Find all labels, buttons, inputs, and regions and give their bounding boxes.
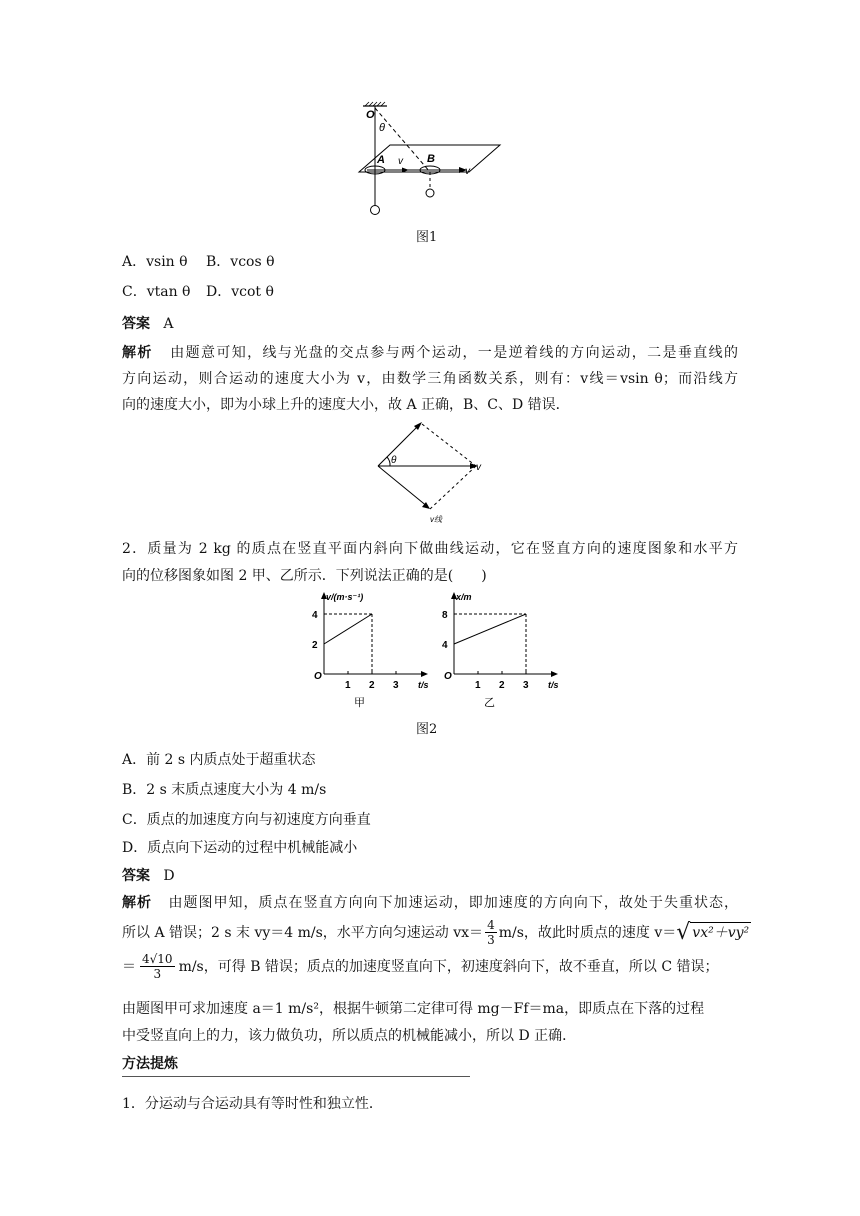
method-title: 方法提炼 — [122, 1056, 178, 1072]
chart-yi — [436, 588, 564, 710]
figure-1-caption: 图1 — [416, 230, 438, 245]
q1-analysis-line1: 解析 由题意可知，线与光盘的交点参与两个运动，一是逆着线的方向运动，二是垂直线的 — [122, 345, 738, 361]
method-divider — [122, 1076, 470, 1077]
chart-jia-ylabel: v/(m·s⁻¹) — [326, 592, 364, 602]
chart-yi-xtick-label: 1 — [475, 680, 481, 691]
figure-1-diagram — [355, 100, 505, 220]
fig1-label-O: O — [366, 109, 375, 121]
chart-yi-title: 乙 — [484, 697, 495, 709]
q1-answer — [122, 314, 173, 334]
chart-yi-xtick-label: 3 — [523, 680, 529, 691]
chart-jia-ytick-label: 2 — [312, 640, 318, 651]
chart-jia-xlabel: t/s — [418, 680, 429, 690]
chart-yi-ytick-label: 4 — [442, 640, 448, 651]
sqrt-expression: √ vx²＋vy² — [676, 919, 750, 945]
q1-answer-label: 答案 — [122, 316, 150, 332]
chart-jia-xtick-label: 3 — [393, 680, 399, 691]
chart-jia-x-arrow — [421, 671, 428, 677]
q2-analysis-line1: 解析 由题图甲知，质点在竖直方向向下加速运动，即加速度的方向向下，故处于失重状态， — [122, 895, 738, 911]
chart-jia-xtick-label: 2 — [369, 680, 375, 691]
chart-jia-xtick-label: 1 — [345, 680, 351, 691]
q1-option-b: B．vcos θ — [206, 254, 275, 270]
q1-option-a: A．vsin θ — [122, 254, 188, 270]
chart-yi-xlabel: t/s — [548, 680, 559, 690]
q2-analysis-line5: 中受竖直向上的力，该力做负功，所以质点的机械能减小，所以 D 正确． — [122, 1028, 577, 1044]
q2-analysis-line3: ＝ 4√10 3 m/s，可得 B 错误；质点的加速度竖直向下，初速度斜向下，故不垂直，所以 C 错误； — [122, 952, 719, 981]
fig1-label-v1: v — [398, 156, 403, 167]
q2-option-b: B．2 s 末质点速度大小为 4 m/s — [122, 782, 327, 798]
q2-option-d: D．质点向下运动的过程中机械能减小 — [122, 840, 358, 856]
q2-analysis-line2: 所以 A 错误；2 s 末 vy＝4 m/s，水平方向匀速运动 vx＝ 4 3 m/s，故此时质点的速度 v＝ √ vx²＋vy² — [122, 918, 750, 947]
chart-yi-ylabel: x/m — [456, 592, 472, 602]
q1-analysis-label: 解析 — [122, 345, 153, 361]
q2-analysis-line4: 由题图甲可求加速度 a＝1 m/s²，根据牛顿第二定律可得 mg－Ff＝ma，即质点在下落的过程 — [122, 1001, 705, 1017]
fraction-4-3: 4 3 — [487, 918, 495, 947]
chart-yi-x-arrow — [551, 671, 558, 677]
q1-option-c: C．vtan θ — [122, 284, 191, 300]
q2-answer-value: D — [163, 868, 175, 884]
chart-yi-xtick-label: 2 — [499, 680, 505, 691]
chart-jia-origin: O — [314, 671, 322, 682]
vector-label-v-sub: v线 — [430, 515, 442, 524]
q2-option-c: C．质点的加速度方向与初速度方向垂直 — [122, 812, 371, 828]
chart-jia — [306, 588, 434, 710]
q1-answer-value: A — [163, 316, 174, 332]
q1-analysis-line2: 方向运动，则合运动的速度大小为 v，由数学三角函数关系，则有：v线＝vsin θ；而沿线方 — [122, 371, 738, 387]
figure-2-caption: 图2 — [416, 722, 438, 737]
chart-yi-origin: O — [444, 671, 452, 682]
q1-option-d: D．vcot θ — [206, 284, 274, 300]
q2-stem-line2: 向的位移图象如图 2 甲、乙所示．下列说法正确的是( ) — [122, 568, 487, 584]
vector-decomposition-diagram — [370, 418, 490, 528]
q2-analysis-label: 解析 — [122, 895, 153, 911]
chart-yi-ytick-label: 8 — [442, 610, 448, 621]
q2-option-a: A．前 2 s 内质点处于超重状态 — [122, 752, 316, 768]
fraction-4sqrt10-3: 4√10 3 — [142, 952, 173, 981]
chart-jia-title: 甲 — [354, 697, 365, 709]
vector-label-theta: θ — [391, 455, 397, 466]
fig1-label-A: A — [377, 154, 385, 166]
q2-answer-label: 答案 — [122, 868, 150, 884]
vector-label-v: v — [476, 462, 481, 473]
q2-answer — [122, 866, 175, 886]
chart-jia-ytick-label: 4 — [312, 610, 318, 621]
fig1-label-theta: θ — [379, 122, 385, 134]
fig1-label-v2: v — [465, 166, 470, 177]
method-item-1: 1．分运动与合运动具有等时性和独立性． — [122, 1096, 383, 1112]
q2-stem-line1: 2．质量为 2 kg 的质点在竖直平面内斜向下做曲线运动，它在竖直方向的速度图象和水平方 — [122, 541, 738, 557]
chart-jia-data-line — [324, 614, 372, 644]
chart-yi-data-line — [454, 614, 526, 644]
fig1-label-B: B — [427, 153, 435, 165]
q1-analysis-line3: 向的速度大小，即为小球上升的速度大小，故 A 正确，B、C、D 错误． — [122, 397, 570, 413]
